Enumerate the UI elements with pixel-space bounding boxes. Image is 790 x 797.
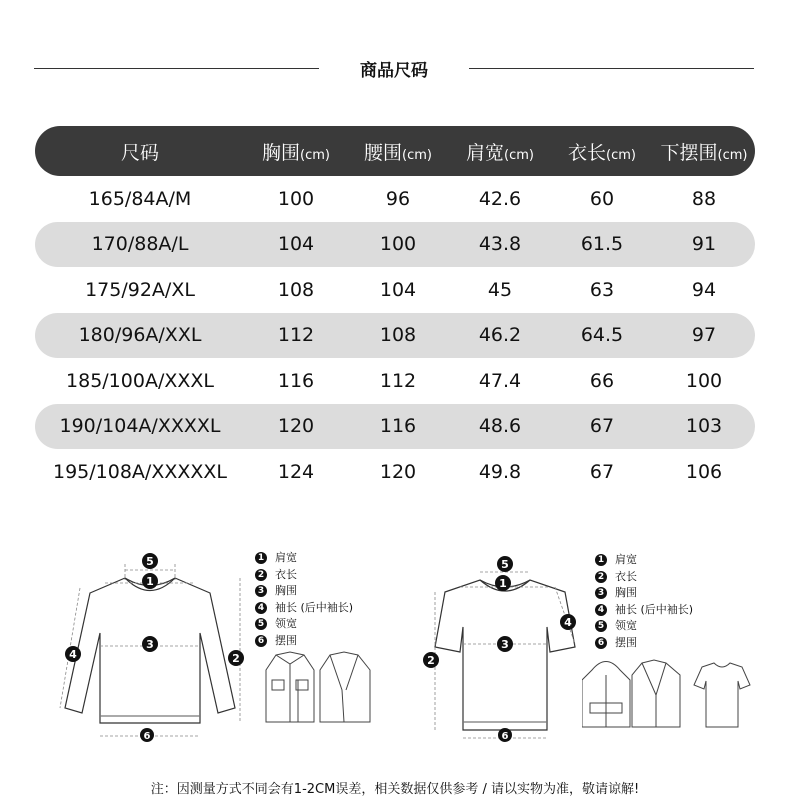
marker-3 [497,636,513,652]
table-row: 185/100A/XXXL 116 112 47.4 66 100 [66,369,723,392]
table-row: 165/84A/M 100 96 42.6 60 88 [88,187,717,210]
svg-text:3: 3 [146,638,154,651]
legend-item: 1 肩宽 [255,550,353,567]
page-title: 商品尺码 [360,61,428,81]
legend-item: 6 摆围 [255,633,353,650]
marker-4 [65,646,81,662]
legend-item: 5 领宽 [595,618,693,635]
svg-text:2: 2 [427,654,435,667]
svg-text:1: 1 [499,577,507,590]
marker-5 [142,553,158,569]
svg-text:4: 4 [69,648,77,661]
svg-text:3: 3 [501,638,509,651]
legend-item: 2 衣长 [595,569,693,586]
table-header [35,126,755,176]
header-chest: 胸围(cm) [262,141,330,164]
legend-item: 5 领宽 [255,616,353,633]
marker-6 [498,728,512,742]
legend-item: 3 胸围 [595,585,693,602]
table-row: 195/108A/XXXXXL 124 120 49.8 67 106 [53,460,723,483]
size-table [35,126,755,495]
measurement-legend-left [255,550,353,649]
header-shoulder: 肩宽(cm) [466,141,534,164]
header-length: 衣长(cm) [568,141,636,164]
table-row: 175/92A/XL 108 104 45 63 94 [85,278,717,301]
svg-text:1: 1 [146,575,154,588]
marker-3 [142,636,158,652]
svg-text:4: 4 [564,616,572,629]
table-row: 180/96A/XXL 112 108 46.2 64.5 97 [35,313,755,359]
hoodie-cardigan-tee-sketches [582,655,752,735]
header-size: 尺码 [120,141,159,164]
tshirt-diagram [415,552,585,747]
table-row: 190/104A/XXXXL 120 116 48.6 67 103 [35,404,755,450]
marker-2 [423,652,439,668]
legend-item: 4 袖长 (后中袖长) [595,602,693,619]
svg-text:6: 6 [143,731,151,742]
marker-1 [142,573,158,589]
svg-text:6: 6 [501,731,509,742]
marker-5 [497,556,513,572]
legend-item: 3 胸围 [255,583,353,600]
title-divider-right [469,68,754,69]
marker-1 [495,575,511,591]
svg-text:5: 5 [146,555,154,568]
title-divider-left [34,68,319,69]
legend-item: 4 袖长 (后中袖长) [255,600,353,617]
svg-text:2: 2 [232,652,240,665]
marker-4 [560,614,576,630]
svg-text:5: 5 [501,558,509,571]
marker-2 [228,650,244,666]
header-waist: 腰围(cm) [364,141,432,164]
marker-6 [140,728,154,742]
jacket-sketches [258,650,378,730]
measurement-legend-right [595,552,693,651]
table-row: 170/88A/L 104 100 43.8 61.5 91 [35,222,755,268]
sweatshirt-diagram [50,548,250,748]
title-row [0,54,790,84]
measurement-note: 注：因测量方式不同会有1-2CM误差，相关数据仅供参考 / 请以实物为准，敬请谅解! [150,782,640,797]
header-hem: 下摆围(cm) [660,141,748,164]
legend-item: 2 衣长 [255,567,353,584]
legend-item: 1 肩宽 [595,552,693,569]
legend-item: 6 摆围 [595,635,693,652]
